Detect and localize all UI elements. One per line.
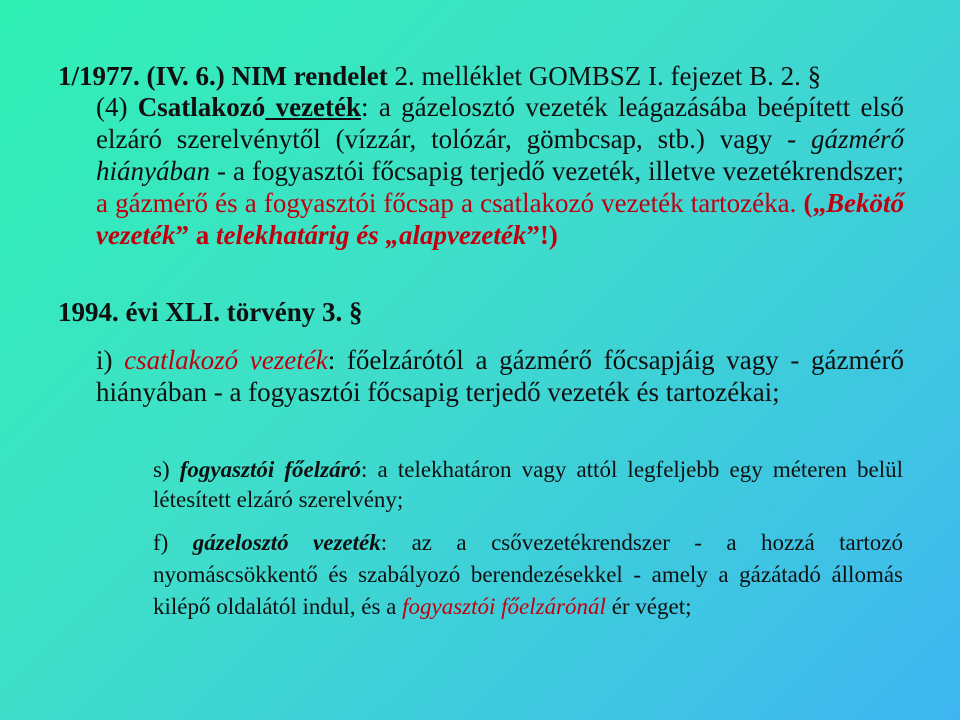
- item-i-term: csatlakozó vezeték: [124, 345, 328, 375]
- p1-note-open: („: [796, 188, 826, 218]
- item-s: [153, 455, 903, 515]
- p1-term2: vezeték: [265, 92, 362, 122]
- p1-prefix: (4): [96, 92, 138, 122]
- p1-note-italic1: Bekötő vezeték: [96, 188, 904, 250]
- p1-note-italic2: telekhatárig és „alapvezeték: [215, 220, 527, 250]
- item-f-text: : az a csővezetékrendszer - a hozzá tartozó nyomáscsökkentő és szabályozó berendezésekkel - amely a gázátadó állomás kilépő oldalától indul, és a: [153, 530, 903, 619]
- section2-heading: 1994. évi XLI. törvény 3. §: [58, 297, 363, 327]
- item-s-label: s): [153, 457, 180, 482]
- item-i-label: i): [96, 345, 125, 375]
- section1-heading: [58, 60, 918, 92]
- p1-red-text: a gázmérő és a fogyasztói főcsap a csatlakozó vezeték tartozéka.: [96, 188, 797, 218]
- item-f-term: gázelosztó vezeték: [192, 530, 381, 555]
- p1-note-close: ”!): [526, 220, 558, 250]
- p1-text2: - a fogyasztói főcsapig terjedő vezeték, illetve vezetékrendszer;: [210, 156, 904, 186]
- p1-text1: : a gázelosztó vezeték leágazásába beépített első elzáró szerelvénytől (vízzár, tolózár, gömbcsap, stb.) vagy -: [96, 92, 905, 154]
- item-i: [96, 344, 904, 408]
- section1-paragraph: [96, 91, 904, 251]
- p1-note-mid: ” a: [175, 220, 216, 250]
- item-f: [153, 527, 903, 623]
- item-i-text: : főelzárótól a gázmérő főcsapjáig vagy - gázmérő hiányában - a fogyasztói főcsapig terjedő vezeték és tartozékai;: [96, 345, 904, 407]
- section1-heading-source: 1/1977. (IV. 6.) NIM rendelet: [58, 61, 388, 91]
- item-f-red-italic: fogyasztói főelzárónál: [402, 594, 606, 619]
- item-f-label: f): [153, 530, 193, 555]
- p1-term: Csatlakozó: [137, 92, 266, 122]
- item-s-term: fogyasztói főelzáró: [179, 457, 362, 482]
- section1-heading-rest: 2. melléklet GOMBSZ I. fejezet B. 2. §: [387, 61, 822, 91]
- item-s-text: : a telekhatáron vagy attól legfeljebb egy méteren belül létesített elzáró szerelvény;: [153, 457, 903, 512]
- p1-italic1: gázmérő hiányában: [96, 124, 904, 186]
- item-f-end: ér véget;: [605, 594, 692, 619]
